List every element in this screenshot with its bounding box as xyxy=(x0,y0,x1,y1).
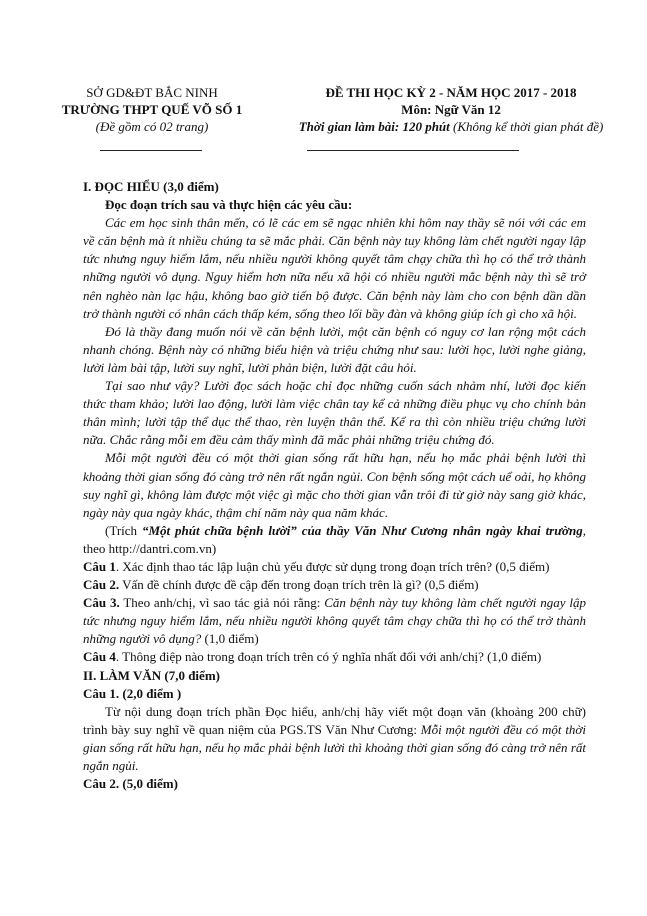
question-label: Câu 4 xyxy=(83,649,116,665)
question-label: Câu 3. xyxy=(83,595,120,611)
question-3 xyxy=(83,594,586,648)
school-name: TRƯỜNG THPT QUẾ VÕ SỐ 1 xyxy=(61,102,243,117)
source-title: “Một phút chữa bệnh lười” của thầy Văn Như Cương nhân ngày khai trường xyxy=(141,522,583,538)
question-text: . Xác định thao tác lập luận chủ yếu được sử dụng trong đoạn trích trên? (0,5 điểm) xyxy=(115,558,550,574)
question-quote: Mỗi một người đều có một thời gian sống rất hữu hạn, nếu họ mắc phải bệnh lười thì khoảng thời gian sống đó càng trở nên rất ngắn ngủi. xyxy=(83,721,586,773)
header-divider-left xyxy=(100,150,202,151)
question-text: Theo anh/chị, vì sao tác giả nói rằng: xyxy=(119,595,325,611)
header-divider-right xyxy=(307,150,519,151)
passage-paragraph: Tại sao như vậy? Lười đọc sách hoặc chỉ đọc những cuốn sách nhảm nhí, lười đọc kiến thức tham khảo; lười lao động, lười làm việc chân tay kể cả những điều phục vụ cho chính bản thân mình; lười tập thể dục thể thao, rèn luyện thân thể. Kể ra thì còn nhiều triệu chứng lười nữa. Chắc rằng mỗi em đều cảm thấy mình đã mắc phải những triệu chứng đó. xyxy=(83,378,586,448)
passage-paragraph: Mỗi một người đều có một thời gian sống rất hữu hạn, nếu họ mắc phải bệnh lười thì khoảng thời gian sống đó càng trở nên rất ngắn ngủi. Con bệnh sống một cách uể oải, họ không suy nghĩ gì, không làm được một việc gì mặc cho thời gian vẫn trôi đi từ giờ này sang giờ khác, ngày này qua ngày khác, thậm chí năm này qua năm khác. xyxy=(83,450,586,520)
question-2 xyxy=(83,576,586,594)
section-writing-title: II. LÀM VĂN (7,0 điểm) xyxy=(83,667,220,683)
passage-source xyxy=(83,522,586,558)
writing-question-1-title: Câu 1. (2,0 điểm ) xyxy=(83,685,182,701)
question-text: Từ nội dung đoạn trích phần Đọc hiểu, anh/chị hãy viết một đoạn văn (khoảng 200 chữ) trình bày suy nghĩ về quan niệm của PGS.TS Văn Như Cương: xyxy=(83,703,586,737)
writing-question-1 xyxy=(83,703,586,775)
passage-paragraph: Đó là thầy đang muốn nói về căn bệnh lười, một căn bệnh có nguy cơ lan rộng một cách nhanh chóng. Bệnh này có những biểu hiện và triệu chứng như sau: lười học, lười nghe giảng, lười làm bài tập, lười suy nghĩ, lười phản biện, lười đặt câu hỏi. xyxy=(83,323,586,375)
question-text: Vấn đề chính được đề cập đến trong đoạn trích trên là gì? (0,5 điểm) xyxy=(119,577,479,593)
section-reading-title: I. ĐỌC HIỂU (3,0 điểm) xyxy=(83,179,219,194)
question-text: . Thông điệp nào trong đoạn trích trên có ý nghĩa nhất đối với anh/chị? (1,0 điểm) xyxy=(115,649,542,665)
time-note: (Không kể thời gian phát đề) xyxy=(449,119,604,134)
reading-instruction: Đọc đoạn trích sau và thực hiện các yêu cầu: xyxy=(105,197,353,213)
school-header xyxy=(52,84,252,135)
question-quote: Căn bệnh này tuy không làm chết người ngay lập tức nhưng nguy hiểm lắm, nếu nhiều người không quyết tâm chạy chữa thì họ có thể trở thành những người vô dụng? xyxy=(83,595,586,647)
question-points: (1,0 điểm) xyxy=(201,631,259,647)
question-4 xyxy=(83,648,586,666)
question-label: Câu 2. xyxy=(83,577,120,593)
writing-question-2-title: Câu 2. (5,0 điểm) xyxy=(83,776,178,792)
exam-header xyxy=(292,84,610,135)
question-label: Câu 1 xyxy=(83,558,116,574)
subject-line: Môn: Ngữ Văn 12 xyxy=(401,102,501,117)
source-suffix: , theo http://dantri.com.vn) xyxy=(83,522,586,556)
department-name: SỞ GD&ĐT BẮC NINH xyxy=(86,85,218,100)
exam-title: ĐỀ THI HỌC KỲ 2 - NĂM HỌC 2017 - 2018 xyxy=(325,85,577,100)
time-label: Thời gian làm bài: 120 phút xyxy=(298,119,450,134)
source-prefix: (Trích xyxy=(105,522,142,538)
passage-paragraph: Các em học sinh thân mến, có lẽ các em sẽ ngạc nhiên khi hôm nay thầy sẽ nói với các em về căn bệnh mà ít nhiều chúng ta sẽ mắc phải. Căn bệnh này tuy không làm chết người ngay lập tức nhưng nguy hiểm lắm, nếu nhiều người không quyết tâm chạy chữa thì họ có thể trở thành những người vô dụng. Nguy hiểm hơn nữa nếu xã hội có nhiều người mắc bệnh này thì sẽ trở nên nghèo nàn lạc hậu, không bao giờ tiến bộ được. Căn bệnh này làm cho con bệnh dần dần trở thành người có nhân cách thấp kém, sống theo lối bầy đàn và không giúp ích gì cho xã hội. xyxy=(83,215,586,321)
exam-body xyxy=(83,178,586,793)
question-1 xyxy=(83,558,586,576)
time-line xyxy=(292,118,610,135)
page-count-note: (Đề gồm có 02 trang) xyxy=(95,119,209,134)
